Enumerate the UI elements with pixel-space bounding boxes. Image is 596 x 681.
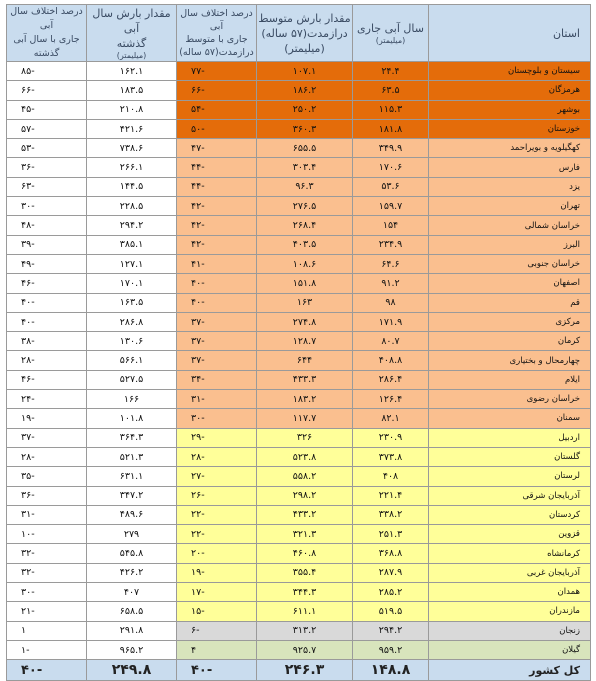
cell-diff-last-year: -۵۳ xyxy=(7,139,87,158)
table-row xyxy=(7,602,591,621)
cell-diff-average: -۴۰ xyxy=(177,274,257,293)
cell-diff-average: -۵۴ xyxy=(177,100,257,119)
cell-diff-average: -۵۰ xyxy=(177,119,257,138)
cell-diff-last-year: ۱ xyxy=(7,621,87,640)
cell-province: قم xyxy=(429,293,591,312)
cell-diff-last-year: -۲۸ xyxy=(7,351,87,370)
table-row xyxy=(7,409,591,428)
cell-diff-last-year: -۳۱ xyxy=(7,505,87,524)
table-row xyxy=(7,177,591,196)
cell-average: ۳۲۶ xyxy=(257,428,353,447)
cell-average: ۶۴۴ xyxy=(257,351,353,370)
cell-average: ۲۷۴.۸ xyxy=(257,312,353,331)
cell-diff-last-year: -۳۷ xyxy=(7,428,87,447)
cell-province: کرمانشاه xyxy=(429,544,591,563)
rainfall-table-container xyxy=(6,4,590,681)
header-last-year xyxy=(87,5,177,62)
cell-average: ۴۰۳.۵ xyxy=(257,235,353,254)
cell-average: ۲۷۶.۵ xyxy=(257,197,353,216)
cell-diff-last-year: -۴۶ xyxy=(7,274,87,293)
cell-diff-average: -۲۸ xyxy=(177,447,257,466)
cell-current: ۲۴.۴ xyxy=(353,62,429,81)
cell-province: مرکزی xyxy=(429,312,591,331)
cell-average: ۱۸۳.۲ xyxy=(257,390,353,409)
cell-last-year: ۵۲۱.۳ xyxy=(87,447,177,466)
cell-diff-average: -۳۷ xyxy=(177,351,257,370)
cell-average: ۱۸۶.۲ xyxy=(257,81,353,100)
cell-last-year: ۱۶۳.۵ xyxy=(87,293,177,312)
cell-current: ۱۱۵.۳ xyxy=(353,100,429,119)
cell-province: یزد xyxy=(429,177,591,196)
cell-last-year: ۱۰۱.۸ xyxy=(87,409,177,428)
cell-diff-last-year: -۳۲ xyxy=(7,563,87,582)
cell-average: ۳۶۰.۳ xyxy=(257,119,353,138)
total-province: کل کشور xyxy=(429,660,591,681)
cell-last-year: ۱۳۰.۶ xyxy=(87,332,177,351)
total-diff-last-year: -۴۰ xyxy=(7,660,87,681)
cell-province: ایلام xyxy=(429,370,591,389)
header-diff-average-line2: جاری با متوسط xyxy=(185,34,248,45)
cell-diff-average: ۴ xyxy=(177,640,257,659)
cell-diff-last-year: -۸۵ xyxy=(7,62,87,81)
cell-diff-average: -۳۷ xyxy=(177,312,257,331)
total-average: ۲۴۶.۳ xyxy=(257,660,353,681)
cell-diff-last-year: -۴۹ xyxy=(7,254,87,273)
cell-last-year: ۴۰۷ xyxy=(87,583,177,602)
table-row xyxy=(7,390,591,409)
cell-province: تهران xyxy=(429,197,591,216)
cell-province: گیلان xyxy=(429,640,591,659)
cell-diff-average: -۶۶ xyxy=(177,81,257,100)
cell-province: کردستان xyxy=(429,505,591,524)
cell-average: ۹۲۵.۷ xyxy=(257,640,353,659)
table-row xyxy=(7,100,591,119)
cell-diff-last-year: -۲۴ xyxy=(7,390,87,409)
cell-last-year: ۳۶۴.۳ xyxy=(87,428,177,447)
cell-diff-average: -۴۲ xyxy=(177,235,257,254)
cell-province: زنجان xyxy=(429,621,591,640)
cell-current: ۲۳۴.۹ xyxy=(353,235,429,254)
table-row xyxy=(7,158,591,177)
cell-current: ۵۱۹.۵ xyxy=(353,602,429,621)
table-row xyxy=(7,197,591,216)
table-row xyxy=(7,351,591,370)
cell-last-year: ۲۲۸.۵ xyxy=(87,197,177,216)
cell-diff-average: -۴۲ xyxy=(177,197,257,216)
total-diff-average: -۴۰ xyxy=(177,660,257,681)
cell-province: همدان xyxy=(429,583,591,602)
header-diff-last-line2: جاری با سال آبی گذشته xyxy=(13,34,80,59)
cell-last-year: ۵۴۵.۸ xyxy=(87,544,177,563)
header-diff-average-line3: درازمدت(۵۷ ساله) xyxy=(179,47,254,58)
cell-province: اصفهان xyxy=(429,274,591,293)
table-row xyxy=(7,254,591,273)
cell-current: ۱۲۶.۴ xyxy=(353,390,429,409)
header-last-year-line1: مقدار بارش سال آبی xyxy=(92,6,171,35)
header-current-title: سال آبی جاری xyxy=(357,21,424,35)
table-row xyxy=(7,62,591,81)
cell-current: ۱۵۹.۷ xyxy=(353,197,429,216)
cell-average: ۲۶۸.۴ xyxy=(257,216,353,235)
cell-province: خراسان جنوبی xyxy=(429,254,591,273)
cell-average: ۲۹۸.۲ xyxy=(257,486,353,505)
header-diff-average-line1: درصد اختلاف سال آبی xyxy=(180,8,253,32)
cell-diff-last-year: -۱۹ xyxy=(7,409,87,428)
cell-last-year: ۷۳۸.۶ xyxy=(87,139,177,158)
cell-diff-last-year: -۶۶ xyxy=(7,81,87,100)
cell-diff-average: -۴۱ xyxy=(177,254,257,273)
cell-province: سمنان xyxy=(429,409,591,428)
cell-current: ۱۸۱.۸ xyxy=(353,119,429,138)
cell-diff-last-year: -۴۰ xyxy=(7,293,87,312)
cell-province: سیستان و بلوچستان xyxy=(429,62,591,81)
table-row xyxy=(7,621,591,640)
cell-diff-last-year: -۳۸ xyxy=(7,332,87,351)
cell-last-year: ۳۸۵.۱ xyxy=(87,235,177,254)
cell-diff-average: -۳۴ xyxy=(177,370,257,389)
cell-current: ۳۳۸.۲ xyxy=(353,505,429,524)
cell-province: چهارمحال و بختیاری xyxy=(429,351,591,370)
cell-last-year: ۲۶۶.۱ xyxy=(87,158,177,177)
cell-province: لرستان xyxy=(429,467,591,486)
cell-last-year: ۵۲۷.۵ xyxy=(87,370,177,389)
cell-current: ۹۱.۲ xyxy=(353,274,429,293)
cell-last-year: ۱۶۶ xyxy=(87,390,177,409)
cell-average: ۱۲۸.۷ xyxy=(257,332,353,351)
cell-province: کرمان xyxy=(429,332,591,351)
cell-current: ۸۰.۷ xyxy=(353,332,429,351)
cell-diff-average: -۳۷ xyxy=(177,332,257,351)
cell-diff-last-year: -۴۸ xyxy=(7,216,87,235)
header-diff-last-year xyxy=(7,5,87,62)
cell-diff-last-year: -۴۵ xyxy=(7,100,87,119)
cell-diff-average: -۴۴ xyxy=(177,177,257,196)
cell-diff-last-year: -۵۷ xyxy=(7,119,87,138)
cell-last-year: ۵۶۶.۱ xyxy=(87,351,177,370)
header-diff-last-line1: درصد اختلاف سال آبی xyxy=(10,6,83,31)
cell-last-year: ۹۶۵.۲ xyxy=(87,640,177,659)
cell-current: ۲۵۱.۳ xyxy=(353,525,429,544)
cell-diff-average: -۶ xyxy=(177,621,257,640)
header-average xyxy=(257,5,353,62)
cell-diff-last-year: -۲۸ xyxy=(7,447,87,466)
cell-province: آذربایجان غربی xyxy=(429,563,591,582)
cell-average: ۵۲۳.۸ xyxy=(257,447,353,466)
cell-average: ۳۱۳.۲ xyxy=(257,621,353,640)
table-row xyxy=(7,486,591,505)
header-row xyxy=(7,5,591,62)
cell-average: ۹۶.۳ xyxy=(257,177,353,196)
cell-average: ۶۱۱.۱ xyxy=(257,602,353,621)
table-row xyxy=(7,525,591,544)
cell-last-year: ۴۲۱.۶ xyxy=(87,119,177,138)
header-last-year-unit: (میلیمتر) xyxy=(116,50,147,60)
table-row xyxy=(7,139,591,158)
cell-current: ۹۵۹.۲ xyxy=(353,640,429,659)
cell-diff-average: -۲۲ xyxy=(177,525,257,544)
cell-average: ۳۴۴.۳ xyxy=(257,583,353,602)
cell-diff-last-year: -۳۹ xyxy=(7,235,87,254)
cell-current: ۳۴۹.۹ xyxy=(353,139,429,158)
cell-current: ۴۰۸.۸ xyxy=(353,351,429,370)
cell-last-year: ۳۴۷.۲ xyxy=(87,486,177,505)
cell-diff-average: -۷۷ xyxy=(177,62,257,81)
cell-diff-last-year: -۳۲ xyxy=(7,544,87,563)
cell-last-year: ۱۶۲.۱ xyxy=(87,62,177,81)
cell-diff-average: -۱۹ xyxy=(177,563,257,582)
cell-last-year: ۱۲۷.۱ xyxy=(87,254,177,273)
header-average-line2: درازمدت(۵۷ ساله) xyxy=(261,26,348,40)
cell-diff-average: -۴۴ xyxy=(177,158,257,177)
cell-current: ۳۶۸.۸ xyxy=(353,544,429,563)
cell-average: ۵۵۸.۲ xyxy=(257,467,353,486)
cell-current: ۲۸۶.۴ xyxy=(353,370,429,389)
table-row xyxy=(7,81,591,100)
cell-diff-last-year: -۳۰ xyxy=(7,583,87,602)
cell-last-year: ۲۹۱.۸ xyxy=(87,621,177,640)
table-row xyxy=(7,563,591,582)
rainfall-table xyxy=(6,4,591,681)
cell-current: ۲۹۴.۲ xyxy=(353,621,429,640)
cell-diff-average: -۲۷ xyxy=(177,467,257,486)
header-current xyxy=(353,5,429,62)
cell-diff-last-year: -۱۰ xyxy=(7,525,87,544)
table-row xyxy=(7,640,591,659)
cell-province: خراسان شمالی xyxy=(429,216,591,235)
table-row xyxy=(7,119,591,138)
table-row xyxy=(7,235,591,254)
cell-average: ۱۶۳ xyxy=(257,293,353,312)
cell-current: ۹۸ xyxy=(353,293,429,312)
cell-province: فارس xyxy=(429,158,591,177)
cell-diff-last-year: -۳۵ xyxy=(7,467,87,486)
cell-average: ۲۵۰.۲ xyxy=(257,100,353,119)
cell-province: مازندران xyxy=(429,602,591,621)
cell-current: ۲۸۷.۹ xyxy=(353,563,429,582)
total-last-year: ۲۴۹.۸ xyxy=(87,660,177,681)
table-row xyxy=(7,274,591,293)
cell-diff-average: -۳۰ xyxy=(177,409,257,428)
cell-current: ۲۳۰.۹ xyxy=(353,428,429,447)
cell-diff-average: -۱۷ xyxy=(177,583,257,602)
header-average-unit: (میلیمتر) xyxy=(284,41,325,55)
cell-last-year: ۶۳۱.۱ xyxy=(87,467,177,486)
table-row xyxy=(7,467,591,486)
table-body xyxy=(7,62,591,660)
header-current-unit: (میلیمتر) xyxy=(375,35,406,45)
cell-province: آذربایجان شرقی xyxy=(429,486,591,505)
cell-last-year: ۶۵۸.۵ xyxy=(87,602,177,621)
cell-current: ۱۷۱.۹ xyxy=(353,312,429,331)
cell-diff-last-year: -۱ xyxy=(7,640,87,659)
cell-diff-average: -۱۵ xyxy=(177,602,257,621)
cell-current: ۵۳.۶ xyxy=(353,177,429,196)
cell-average: ۳۰۳.۴ xyxy=(257,158,353,177)
total-row xyxy=(7,660,591,681)
cell-current: ۲۸۵.۲ xyxy=(353,583,429,602)
cell-average: ۴۶۰.۸ xyxy=(257,544,353,563)
cell-last-year: ۲۷۹ xyxy=(87,525,177,544)
cell-diff-average: -۴۰ xyxy=(177,293,257,312)
cell-diff-last-year: -۳۰ xyxy=(7,197,87,216)
cell-diff-last-year: -۲۱ xyxy=(7,602,87,621)
table-row xyxy=(7,312,591,331)
table-row xyxy=(7,332,591,351)
cell-diff-last-year: -۶۳ xyxy=(7,177,87,196)
cell-province: بوشهر xyxy=(429,100,591,119)
cell-diff-last-year: -۴۰ xyxy=(7,312,87,331)
cell-average: ۶۵۵.۵ xyxy=(257,139,353,158)
header-average-line1: مقدار بارش متوسط xyxy=(258,11,351,25)
table-row xyxy=(7,583,591,602)
cell-current: ۸۲.۱ xyxy=(353,409,429,428)
table-row xyxy=(7,447,591,466)
cell-diff-average: -۲۲ xyxy=(177,505,257,524)
cell-diff-last-year: -۳۶ xyxy=(7,158,87,177)
cell-average: ۳۵۵.۴ xyxy=(257,563,353,582)
header-province: استان xyxy=(429,5,591,62)
cell-diff-last-year: -۴۶ xyxy=(7,370,87,389)
cell-average: ۱۱۷.۷ xyxy=(257,409,353,428)
cell-current: ۶۳.۵ xyxy=(353,81,429,100)
table-row xyxy=(7,428,591,447)
header-last-year-line2: گذشته xyxy=(116,36,147,50)
cell-province: اردبیل xyxy=(429,428,591,447)
table-row xyxy=(7,293,591,312)
cell-current: ۴۰۸ xyxy=(353,467,429,486)
cell-last-year: ۲۸۶.۸ xyxy=(87,312,177,331)
cell-current: ۳۷۳.۸ xyxy=(353,447,429,466)
cell-province: کهگیلویه و بویراحمد xyxy=(429,139,591,158)
header-diff-average xyxy=(177,5,257,62)
cell-province: خراسان رضوی xyxy=(429,390,591,409)
cell-diff-average: -۲۰ xyxy=(177,544,257,563)
cell-diff-last-year: -۳۶ xyxy=(7,486,87,505)
cell-last-year: ۴۲۶.۲ xyxy=(87,563,177,582)
cell-last-year: ۱۷۰.۱ xyxy=(87,274,177,293)
cell-average: ۱۰۷.۱ xyxy=(257,62,353,81)
cell-current: ۱۵۴ xyxy=(353,216,429,235)
cell-last-year: ۲۱۰.۸ xyxy=(87,100,177,119)
table-row xyxy=(7,544,591,563)
total-current: ۱۴۸.۸ xyxy=(353,660,429,681)
cell-current: ۲۲۱.۴ xyxy=(353,486,429,505)
cell-last-year: ۲۹۴.۲ xyxy=(87,216,177,235)
cell-average: ۳۲۱.۳ xyxy=(257,525,353,544)
table-row xyxy=(7,505,591,524)
cell-last-year: ۴۸۹.۶ xyxy=(87,505,177,524)
cell-province: گلستان xyxy=(429,447,591,466)
cell-province: خوزستان xyxy=(429,119,591,138)
cell-current: ۱۷۰.۶ xyxy=(353,158,429,177)
cell-current: ۶۴.۶ xyxy=(353,254,429,273)
table-row xyxy=(7,216,591,235)
cell-diff-average: -۴۷ xyxy=(177,139,257,158)
cell-province: هرمزگان xyxy=(429,81,591,100)
table-row xyxy=(7,370,591,389)
cell-last-year: ۱۴۴.۵ xyxy=(87,177,177,196)
cell-average: ۴۳۳.۳ xyxy=(257,370,353,389)
cell-average: ۴۳۳.۲ xyxy=(257,505,353,524)
cell-diff-average: -۴۲ xyxy=(177,216,257,235)
cell-diff-average: -۳۱ xyxy=(177,390,257,409)
cell-province: قزوین xyxy=(429,525,591,544)
cell-average: ۱۵۱.۸ xyxy=(257,274,353,293)
cell-diff-average: -۲۶ xyxy=(177,486,257,505)
cell-diff-average: -۲۹ xyxy=(177,428,257,447)
cell-average: ۱۰۸.۶ xyxy=(257,254,353,273)
cell-province: البرز xyxy=(429,235,591,254)
cell-last-year: ۱۸۳.۵ xyxy=(87,81,177,100)
